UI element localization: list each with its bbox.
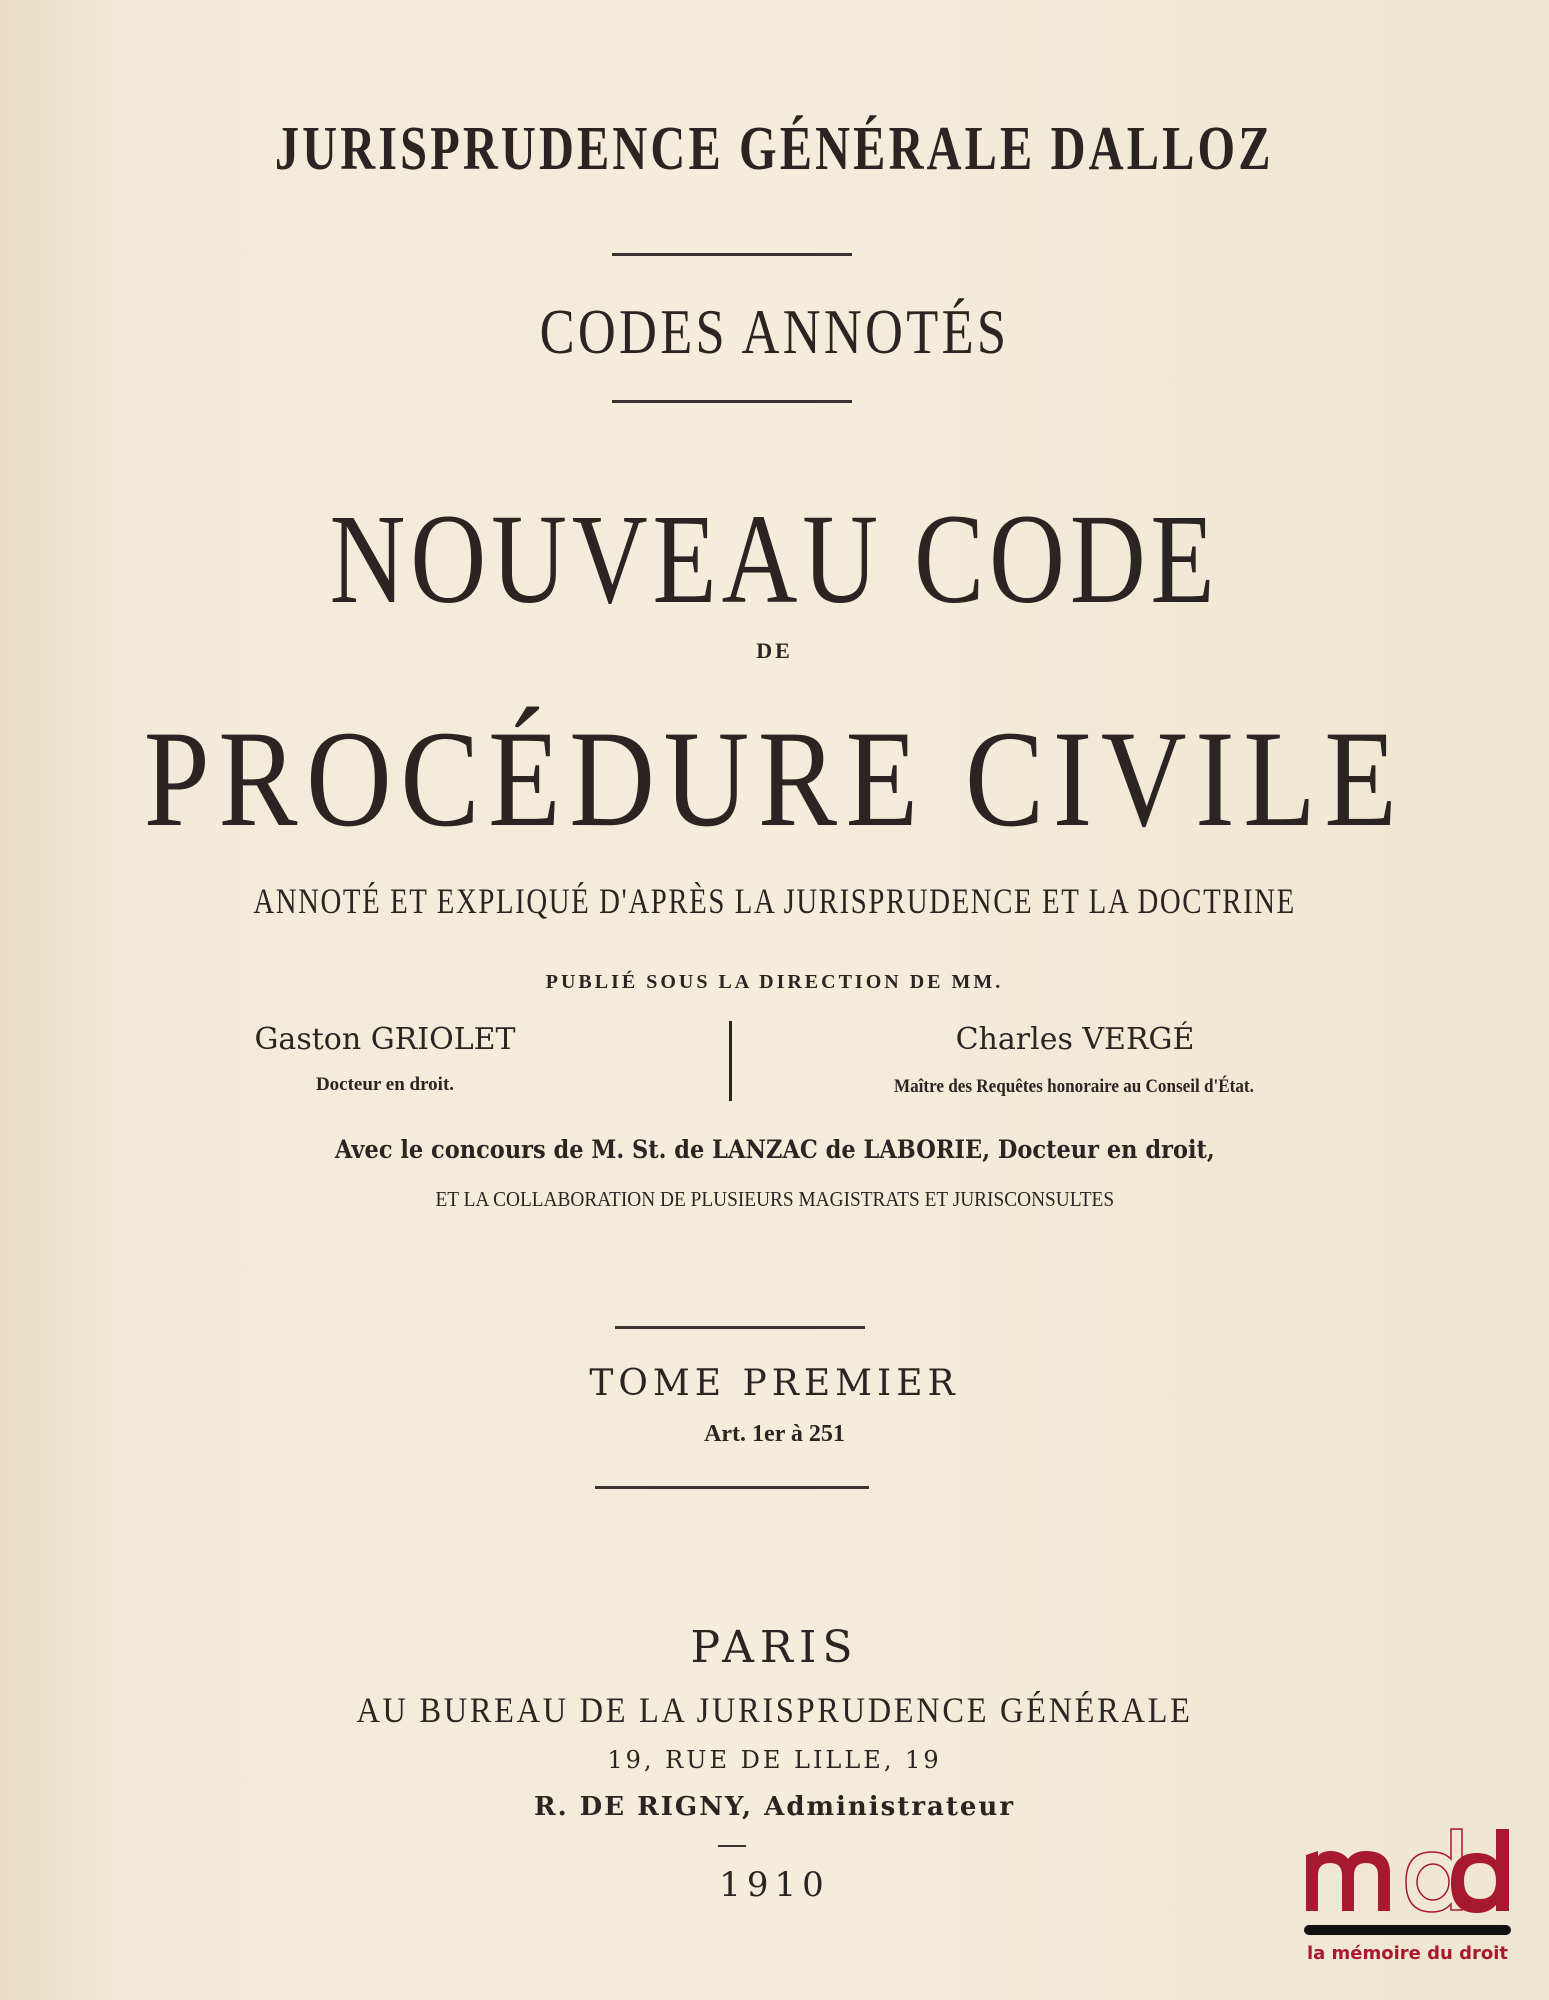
administrator: R. DE RIGNY, Administrateur <box>533 1792 1016 1822</box>
editor-name-1: Gaston GRIOLET <box>254 1022 516 1057</box>
logo-tagline: la mémoire du droit <box>1306 1943 1509 1964</box>
main-title-line2 <box>0 702 1549 855</box>
editor-divider <box>729 1021 732 1101</box>
collection-title <box>0 296 1549 367</box>
address: 19, RUE DE LILLE, 19 <box>607 1746 942 1774</box>
main-title-line1 <box>0 488 1549 630</box>
editor-title-1: Docteur en droit. <box>315 1074 455 1095</box>
title-line1-text: NOUVEAU CODE <box>329 488 1220 630</box>
editor-title-2 <box>833 1077 1315 1096</box>
articles: Art. 1er à 251 <box>704 1421 845 1447</box>
collaboration-text: ET LA COLLABORATION DE PLUSIEURS MAGISTRATS ET JURISCONSULTES <box>435 1187 1114 1211</box>
published-by-text: PUBLIÉ SOUS LA DIRECTION DE MM. <box>545 971 1004 993</box>
publisher <box>0 1692 1549 1728</box>
series-title <box>0 115 1549 183</box>
divider-rule <box>595 1486 869 1489</box>
editor-name-2: Charles VERGÉ <box>955 1022 1195 1057</box>
divider-rule <box>615 1326 865 1329</box>
collection-text: CODES ANNOTÉS <box>539 296 1010 367</box>
main-title-de <box>0 640 1549 662</box>
editor-title-2-text: Maître des Requêtes honoraire au Conseil d'État. <box>894 1076 1254 1097</box>
city: PARIS <box>690 1622 859 1673</box>
contribution-text: Avec le concours de M. St. de LANZAC de LABORIE, Docteur en droit, <box>334 1135 1215 1164</box>
divider-rule <box>612 253 852 256</box>
title-de-text: DE <box>756 638 793 663</box>
publisher-text: AU BUREAU DE LA JURISPRUDENCE GÉNÉRALE <box>356 1690 1193 1730</box>
subtitle <box>0 883 1549 919</box>
volume: TOME PREMIER <box>589 1363 960 1404</box>
divider-rule <box>612 400 852 403</box>
published-by <box>0 972 1549 992</box>
contribution <box>0 1137 1549 1162</box>
series-text: JURISPRUDENCE GÉNÉRALE DALLOZ <box>275 115 1274 183</box>
divider-rule <box>718 1845 746 1847</box>
mdd-logo <box>1300 1815 1515 1970</box>
collaboration <box>0 1189 1549 1210</box>
year: 1910 <box>719 1865 830 1905</box>
subtitle-text: ANNOTÉ ET EXPLIQUÉ D'APRÈS LA JURISPRUDENCE ET LA DOCTRINE <box>253 881 1296 921</box>
title-line2-text: PROCÉDURE CIVILE <box>143 702 1406 855</box>
